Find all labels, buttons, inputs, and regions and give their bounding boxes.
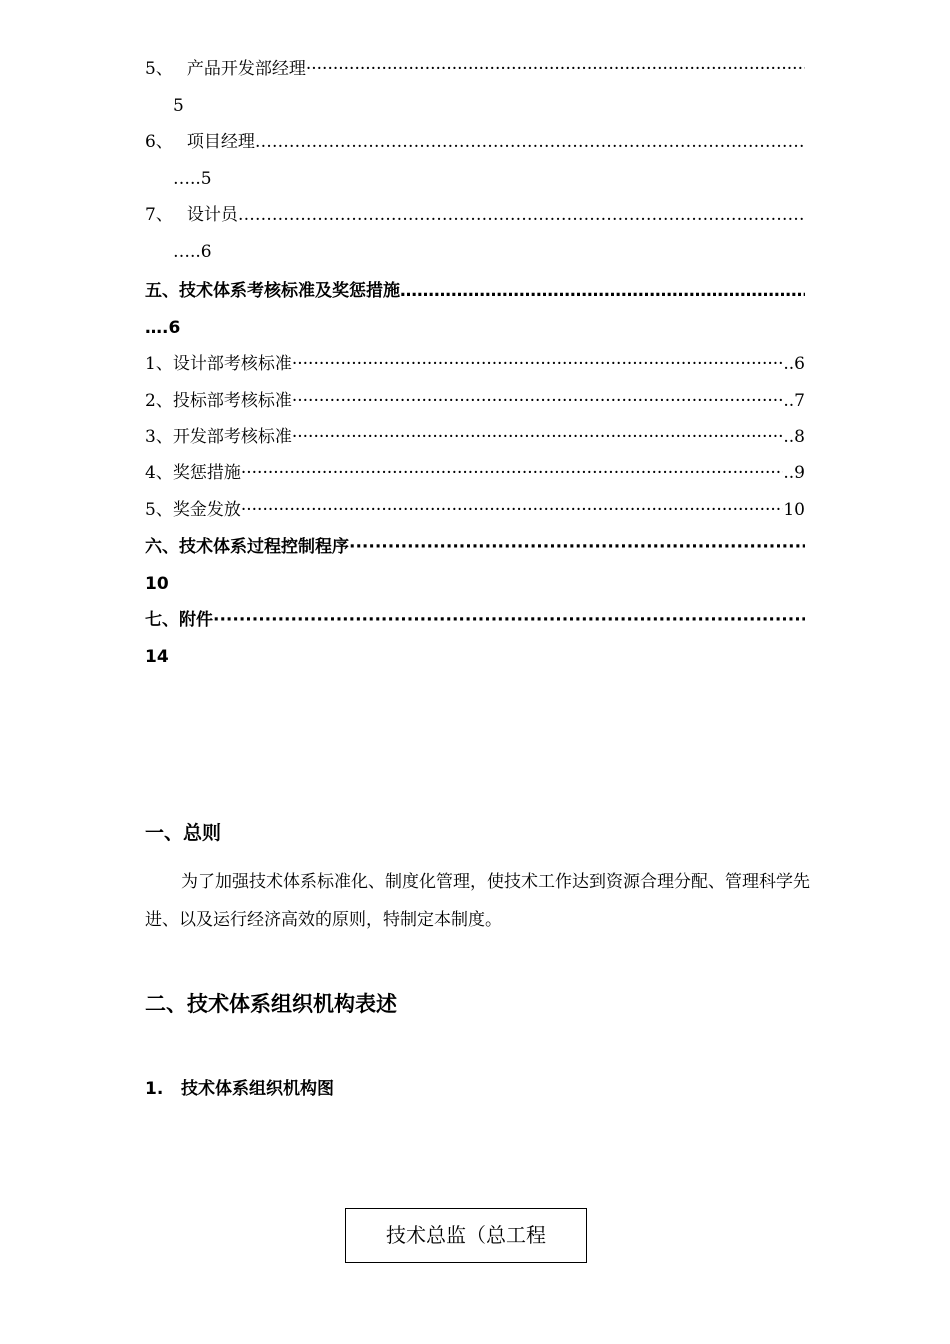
toc-entry-dev-dept-standard[interactable] <box>145 425 805 449</box>
toc-entry-section-7[interactable] <box>145 608 805 632</box>
toc-number: 7、 <box>145 205 173 225</box>
toc-entry-section-5[interactable] <box>145 279 805 303</box>
toc-page-number: ..9 <box>783 463 805 483</box>
toc-page-number: …..6 <box>173 242 212 262</box>
toc-page-number: ….6 <box>145 318 181 338</box>
section-heading-general: 一、总则 <box>145 822 222 844</box>
toc-entry-section-6[interactable] <box>145 535 805 559</box>
subsection-heading-org-chart: 1. 技术体系组织机构图 <box>145 1079 335 1099</box>
toc-leader-dots <box>255 130 805 154</box>
toc-title: 3、开发部考核标准 <box>145 427 292 447</box>
toc-page-number: 10 <box>783 500 805 520</box>
toc-page-number: 10 <box>145 574 169 594</box>
toc-leader-dots <box>213 608 805 632</box>
toc-title: 1、设计部考核标准 <box>145 354 292 374</box>
toc-title: 产品开发部经理 <box>186 59 306 79</box>
toc-leader-dots <box>400 279 805 303</box>
toc-entry-product-dev-manager[interactable] <box>145 57 805 81</box>
toc-leader-dots <box>292 389 784 413</box>
org-chart-box-technical-director: 技术总监（总工程 <box>345 1208 587 1263</box>
toc-page-number: 14 <box>145 647 169 667</box>
toc-leader-dots <box>238 203 805 227</box>
toc-title: 五、技术体系考核标准及奖惩措施 <box>145 281 400 301</box>
toc-leader-dots <box>241 461 784 485</box>
toc-title: 2、投标部考核标准 <box>145 391 292 411</box>
toc-title: 项目经理 <box>186 132 255 152</box>
toc-leader-dots <box>292 352 784 376</box>
toc-title: 设计员 <box>186 205 238 225</box>
toc-entry-bonus-distribution[interactable] <box>145 498 805 522</box>
toc-number: 5、 <box>145 59 173 79</box>
toc-title: 六、技术体系过程控制程序 <box>145 537 349 557</box>
toc-entry-rewards-penalties[interactable] <box>145 461 805 485</box>
toc-title: 5、奖金发放 <box>145 500 241 520</box>
toc-leader-dots <box>349 535 805 559</box>
section-heading-org-structure: 二、技术体系组织机构表述 <box>145 992 397 1016</box>
toc-leader-dots <box>241 498 784 522</box>
section-paragraph-general: 为了加强技术体系标准化、制度化管理，使技术工作达到资源合理分配、管理科学先进、以及运行经济高效的原则，特制定本制度。 <box>145 872 810 930</box>
toc-entry-project-manager[interactable] <box>145 130 805 154</box>
toc-number: 6、 <box>145 132 173 152</box>
toc-page-number: ..8 <box>783 427 805 447</box>
toc-entry-design-dept-standard[interactable] <box>145 352 805 376</box>
toc-page-number: 5 <box>173 96 184 116</box>
toc-title: 4、奖惩措施 <box>145 463 241 483</box>
toc-page-number: …..5 <box>173 169 212 189</box>
toc-entry-bidding-dept-standard[interactable] <box>145 389 805 413</box>
toc-leader-dots <box>292 425 784 449</box>
toc-leader-dots <box>306 57 805 81</box>
toc-page-number: ..7 <box>783 391 805 411</box>
toc-entry-designer[interactable] <box>145 203 805 227</box>
toc-title: 七、附件 <box>145 610 213 630</box>
toc-page-number: ..6 <box>783 354 805 374</box>
